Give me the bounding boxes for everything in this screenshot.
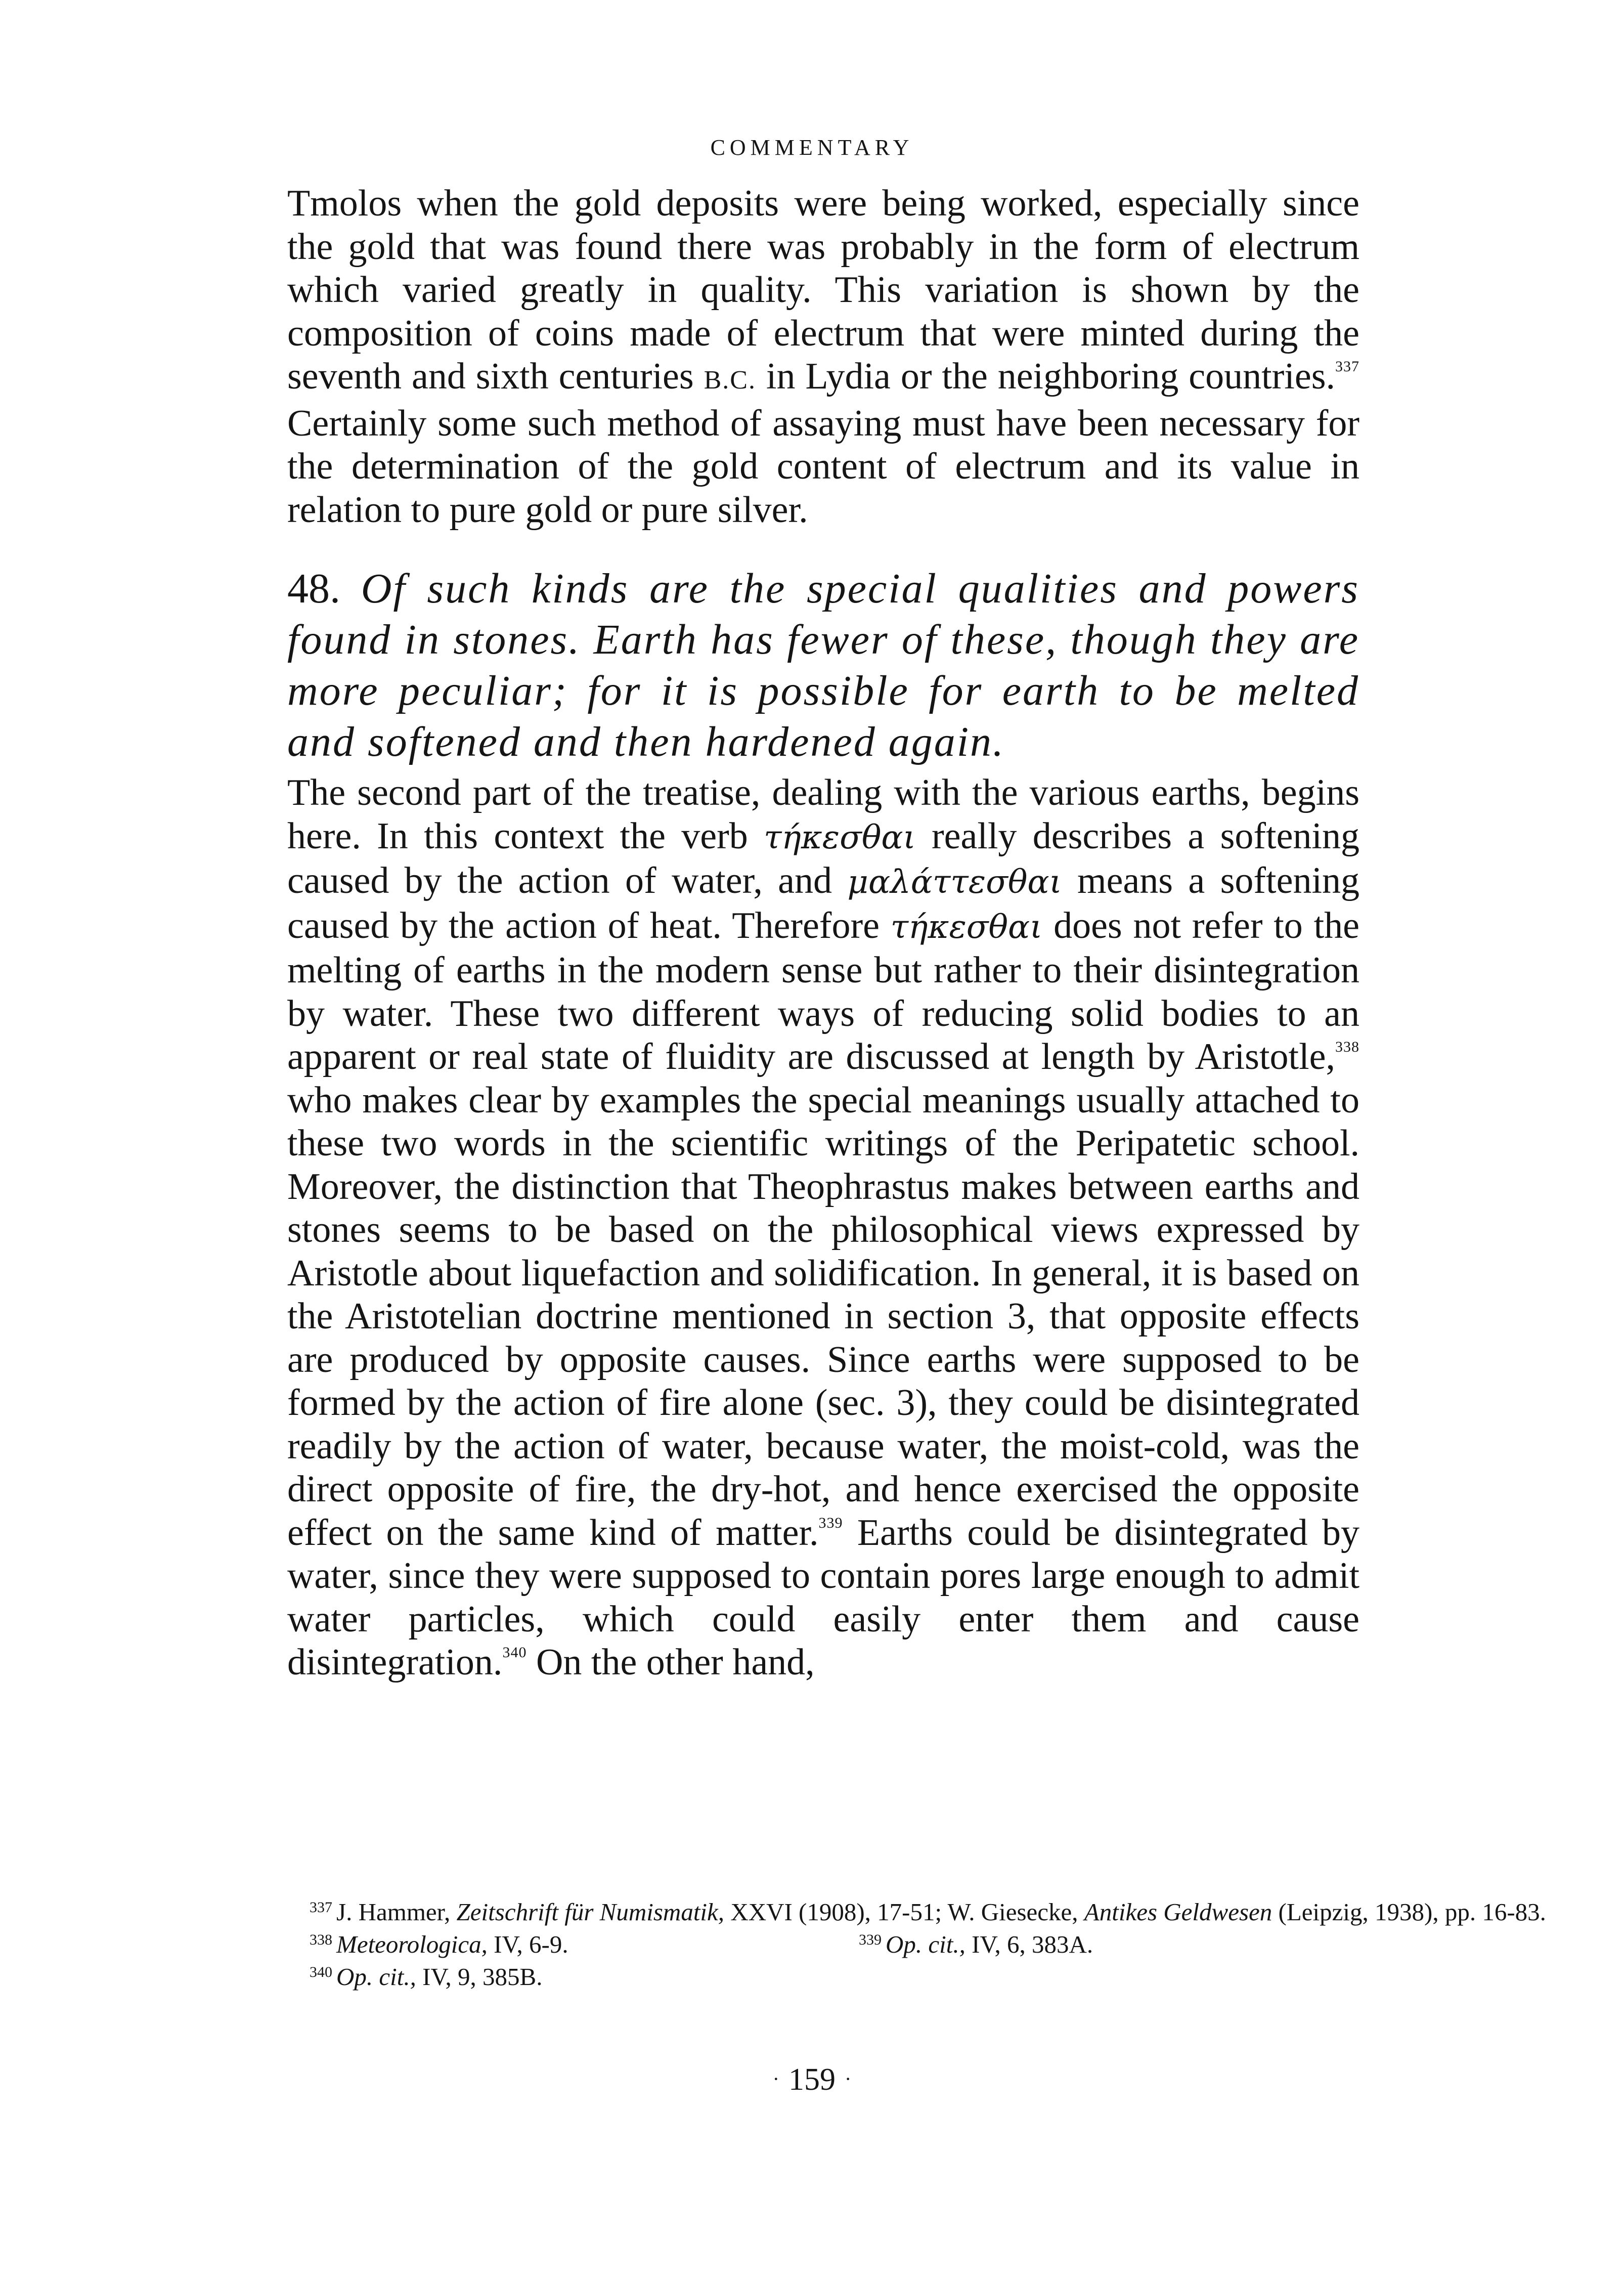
paragraph-text: in Lydia or the neighboring countries.: [756, 356, 1335, 397]
footnote-number: 337: [310, 1899, 332, 1916]
footnote-338: [310, 1930, 568, 1958]
footnote-number: 339: [859, 1931, 882, 1948]
footnote-text: IV, 9, 385B.: [416, 1963, 543, 1991]
section-number: 48.: [287, 565, 340, 612]
running-head: COMMENTARY: [710, 135, 914, 160]
work-title: Op. cit.,: [886, 1930, 965, 1958]
paragraph-text: does not refer to the melting of earths in the modern sense but rather to their disintegration by water. These two different ways of reducing solid bodies to an apparent or real state of fluidity are discussed at length by Aristotle,: [287, 904, 1359, 1077]
greek-term: τήκεσθαι: [890, 908, 1043, 946]
section-lemma: [287, 563, 1359, 767]
paragraph-earths: [287, 771, 1359, 1685]
folio-dot: ·: [772, 2067, 779, 2090]
paragraph-text: Tmolos when the gold deposits were being worked, especially since the gold that was found there was probably in the form of electrum which varied greatly in quality. This variation is shown by the composition of coins made of electrum that were minted during the seventh and sixth centuries: [287, 183, 1359, 397]
era-abbreviation: B.C.: [704, 366, 756, 395]
footnote-340: [310, 1961, 1362, 1993]
footnote-ref-338: 338: [1335, 1039, 1359, 1055]
footnote-text: IV, 6, 383A.: [965, 1930, 1093, 1958]
footnote-ref-339: 339: [818, 1514, 843, 1531]
paragraph-text: who makes clear by examples the special meanings usually attached to these two words in the scientific writings of the Peripatetic school. Moreover, the distinction that Theophrastus makes between earths and stones seems to be based on the philosophical views expressed by Aristotle about liquefaction and solidification. In general, it is based on the Aristotelian doctrine mentioned in section 3, that opposite effects are produced by opposite causes. Since earths were supposed to be formed by the action of fire alone (sec. 3), they could be disintegrated readily by the action of water, because water, the moist-cold, was the direct opposite of fire, the dry-hot, and hence exercised the opposite effect on the same kind of matter.: [287, 1079, 1359, 1554]
paragraph-text: really describes a softening caused by the action of water, and: [287, 815, 1359, 901]
main-text: [287, 182, 1359, 1685]
greek-term: μαλάττεσθαι: [847, 864, 1062, 901]
paragraph-text: Earths could be disintegrated by water, since they were supposed to contain pores large enough to admit water particles, which could easily enter them and cause disintegration.: [287, 1512, 1360, 1683]
footnote-ref-337: 337: [1335, 358, 1359, 375]
footnote-ref-340: 340: [502, 1644, 527, 1661]
journal-title: Zeitschrift für Numismatik,: [456, 1898, 725, 1926]
work-title: Op. cit.,: [336, 1963, 416, 1991]
footnote-text: IV, 6-9.: [487, 1930, 568, 1958]
footnote-number: 338: [310, 1931, 332, 1948]
footnote-text: J. Hammer,: [336, 1898, 457, 1926]
work-title: Meteorologica,: [336, 1930, 488, 1958]
page-number: [0, 2059, 1624, 2100]
footnote-text: XXVI (1908), 17-51; W. Giesecke,: [724, 1898, 1084, 1926]
footnotes: [310, 1896, 1546, 1993]
paragraph-text: Certainly some such method of assaying must have been necessary for the determination of the gold content of electrum and its value in relation to pure gold or pure silver.: [287, 402, 1359, 531]
lemma-text: Of such kinds are the special qualities and powers found in stones. Earth has fewer of these, though they are more peculiar; for it is possible for earth to be melted and softened and then hardened again.: [287, 565, 1359, 765]
book-title: Antikes Geldwesen: [1084, 1898, 1272, 1926]
folio-dot: ·: [845, 2067, 852, 2090]
footnote-337: [310, 1896, 1546, 1928]
paragraph-assaying: [287, 182, 1359, 532]
footnote-339: [859, 1928, 1093, 1961]
footnote-number: 340: [310, 1964, 332, 1980]
footnote-row: [310, 1928, 1362, 1961]
greek-term: τήκεσθαι: [764, 818, 916, 856]
paragraph-text: On the other hand,: [526, 1642, 815, 1683]
paragraph-text: means a softening caused by the action of heat. Therefore: [287, 860, 1360, 946]
footnote-text: (Leipzig, 1938), pp. 16-83.: [1272, 1898, 1546, 1926]
paragraph-text: The second part of the treatise, dealing with the various earths, begins here. In this context the verb: [287, 772, 1359, 857]
folio-number: 159: [788, 2062, 836, 2097]
